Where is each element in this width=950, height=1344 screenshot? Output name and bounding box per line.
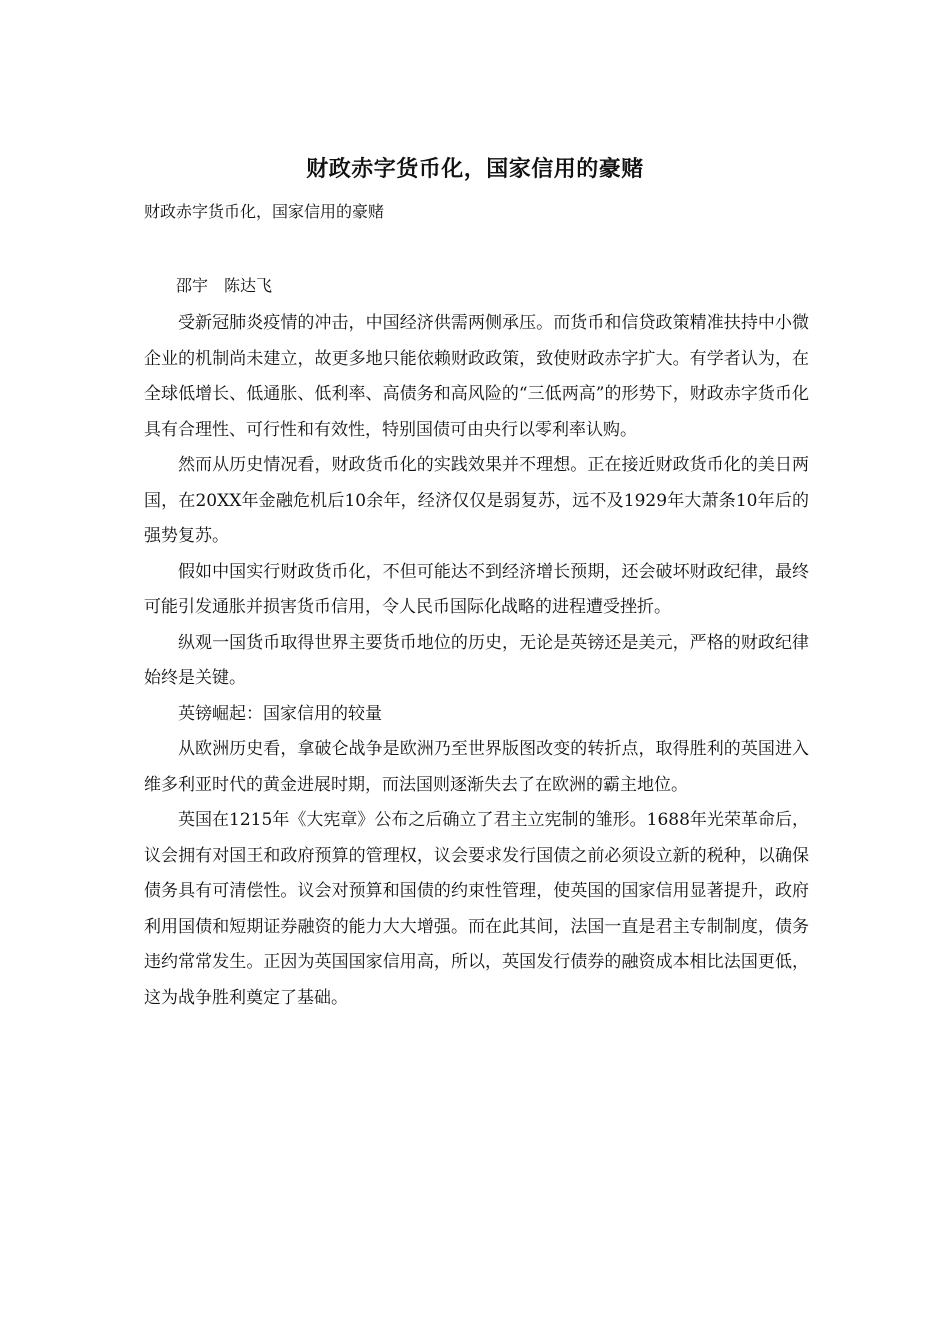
author-line: 邵宇 陈达飞 bbox=[176, 276, 273, 295]
document-title: 财政赤字货币化，国家信用的豪赌 bbox=[306, 157, 644, 182]
paragraph: 受新冠肺炎疫情的冲击，中国经济供需两侧承压。而货币和信贷政策精准扶持中小微企业的机制尚未建立，故更多地只能依赖财政政策，致使财政赤字扩大。有学者认为，在全球低增长、低通胀、低利率、高债务和高风险的“三低两高”的形势下，财政赤字货币化具有合理性、可行性和有效性，特别国债可由央行以零利率认购。 bbox=[144, 313, 809, 440]
document-subtitle: 财政赤字货币化，国家信用的豪赌 bbox=[144, 202, 385, 221]
paragraph: 从欧洲历史看，拿破仑战争是欧洲乃至世界版图改变的转折点，取得胜利的英国进入维多利亚时代的黄金进展时期，而法国则逐渐失去了在欧洲的霸主地位。 bbox=[144, 739, 809, 795]
document-body bbox=[144, 270, 809, 1016]
paragraph: 纵观一国货币取得世界主要货币地位的历史，无论是英镑还是美元，严格的财政纪律始终是关键。 bbox=[144, 632, 809, 688]
paragraph: 英国在1215年《大宪章》公布之后确立了君主立宪制的雏形。1688年光荣革命后，议会拥有对国王和政府预算的管理权，议会要求发行国债之前必须设立新的税种，以确保债务具有可清偿性。议会对预算和国债的约束性管理，使英国的国家信用显著提升，政府利用国债和短期证券融资的能力大大增强。而在此其间，法国一直是君主专制制度，债务违约常常发生。正因为英国国家信用高，所以，英国发行债券的融资成本相比法国更低，这为战争胜利奠定了基础。 bbox=[144, 810, 809, 1008]
paragraph: 然而从历史情况看，财政货币化的实践效果并不理想。正在接近财政货币化的美日两国，在20XX年金融危机后10余年，经济仅仅是弱复苏，远不及1929年大萧条10年后的强势复苏。 bbox=[144, 455, 809, 546]
paragraph: 假如中国实行财政货币化，不但可能达不到经济增长预期，还会破坏财政纪律，最终可能引发通胀并损害货币信用，令人民币国际化战略的进程遭受挫折。 bbox=[144, 561, 809, 617]
section-heading: 英镑崛起：国家信用的较量 bbox=[178, 703, 382, 724]
